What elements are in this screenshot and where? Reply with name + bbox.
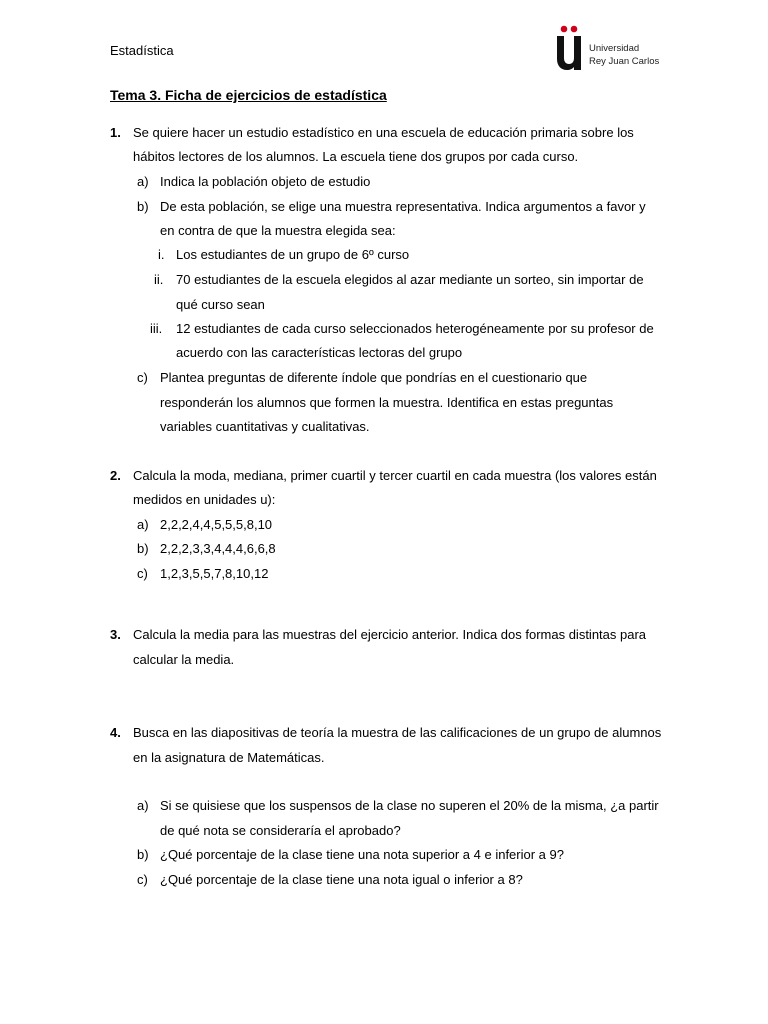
exercise-text: calcular la media. [133,652,235,667]
subitem-label: iii. [150,321,163,336]
header-subject: Estadística [110,43,174,58]
exercise-text: Se quiere hacer un estudio estadístico en una escuela de educación primaria sobre los [133,125,634,140]
item-text: Indica la población objeto de estudio [160,174,371,189]
exercise-text: medidos en unidades u): [133,492,276,507]
item-label: c) [137,370,148,385]
item-label: b) [137,541,149,556]
subitem-text: 70 estudiantes de la escuela elegidos al azar mediante un sorteo, sin importar de [176,272,644,287]
item-text: Plantea preguntas de diferente índole que pondrías en el cuestionario que [160,370,588,385]
logo-line-1: Universidad [589,43,640,54]
item-text: responderán los alumnos que formen la muestra. Identifica en estas preguntas [160,395,614,410]
subitem-label: i. [158,247,165,262]
subitem-label: ii. [154,272,164,287]
document-title: Tema 3. Ficha de ejercicios de estadística [110,87,387,103]
exercise-number: 3. [110,627,121,642]
exercise-text: en la asignatura de Matemáticas. [133,750,325,765]
exercise-text: Calcula la moda, mediana, primer cuartil y tercer cuartil en cada muestra (los valores están [133,468,657,483]
subitem-text: 12 estudiantes de cada curso seleccionados heterogéneamente por su profesor de [176,321,654,336]
item-text: en contra de que la muestra elegida sea: [160,223,396,238]
item-text: 2,2,2,3,3,4,4,4,6,6,8 [160,541,276,556]
exercise-number: 2. [110,468,121,483]
item-text: De esta población, se elige una muestra representativa. Indica argumentos a favor y [160,199,646,214]
exercise-number: 4. [110,725,121,740]
item-text: 1,2,3,5,5,7,8,10,12 [160,566,269,581]
item-label: c) [137,872,148,887]
logo-text [589,42,659,68]
item-label: a) [137,174,149,189]
subitem-text: Los estudiantes de un grupo de 6º curso [176,247,410,262]
item-text: variables cuantitativas y cualitativas. [160,419,370,434]
item-text: 2,2,2,4,4,5,5,5,8,10 [160,517,273,532]
item-label: b) [137,199,149,214]
logo-line-2: Rey Juan Carlos [589,56,660,67]
exercise-text: Calcula la media para las muestras del ejercicio anterior. Indica dos formas distintas para [133,627,647,642]
item-label: a) [137,517,149,532]
item-text: de qué nota se consideraría el aprobado? [160,823,401,838]
subitem-text: qué curso sean [176,297,265,312]
exercise-text: hábitos lectores de los alumnos. La escuela tiene dos grupos por cada curso. [133,149,579,164]
university-logo [556,25,666,71]
item-label: a) [137,798,149,813]
item-text: ¿Qué porcentaje de la clase tiene una nota igual o inferior a 8? [160,872,523,887]
item-text: ¿Qué porcentaje de la clase tiene una nota superior a 4 e inferior a 9? [160,847,564,862]
subitem-text: acuerdo con las características lectoras del grupo [176,345,463,360]
item-label: c) [137,566,148,581]
exercise-number: 1. [110,125,121,140]
urjc-logo-icon [556,25,582,71]
item-label: b) [137,847,149,862]
item-text: Si se quisiese que los suspensos de la clase no superen el 20% de la misma, ¿a partir [160,798,659,813]
exercise-text: Busca en las diapositivas de teoría la muestra de las calificaciones de un grupo de alumnos [133,725,662,740]
